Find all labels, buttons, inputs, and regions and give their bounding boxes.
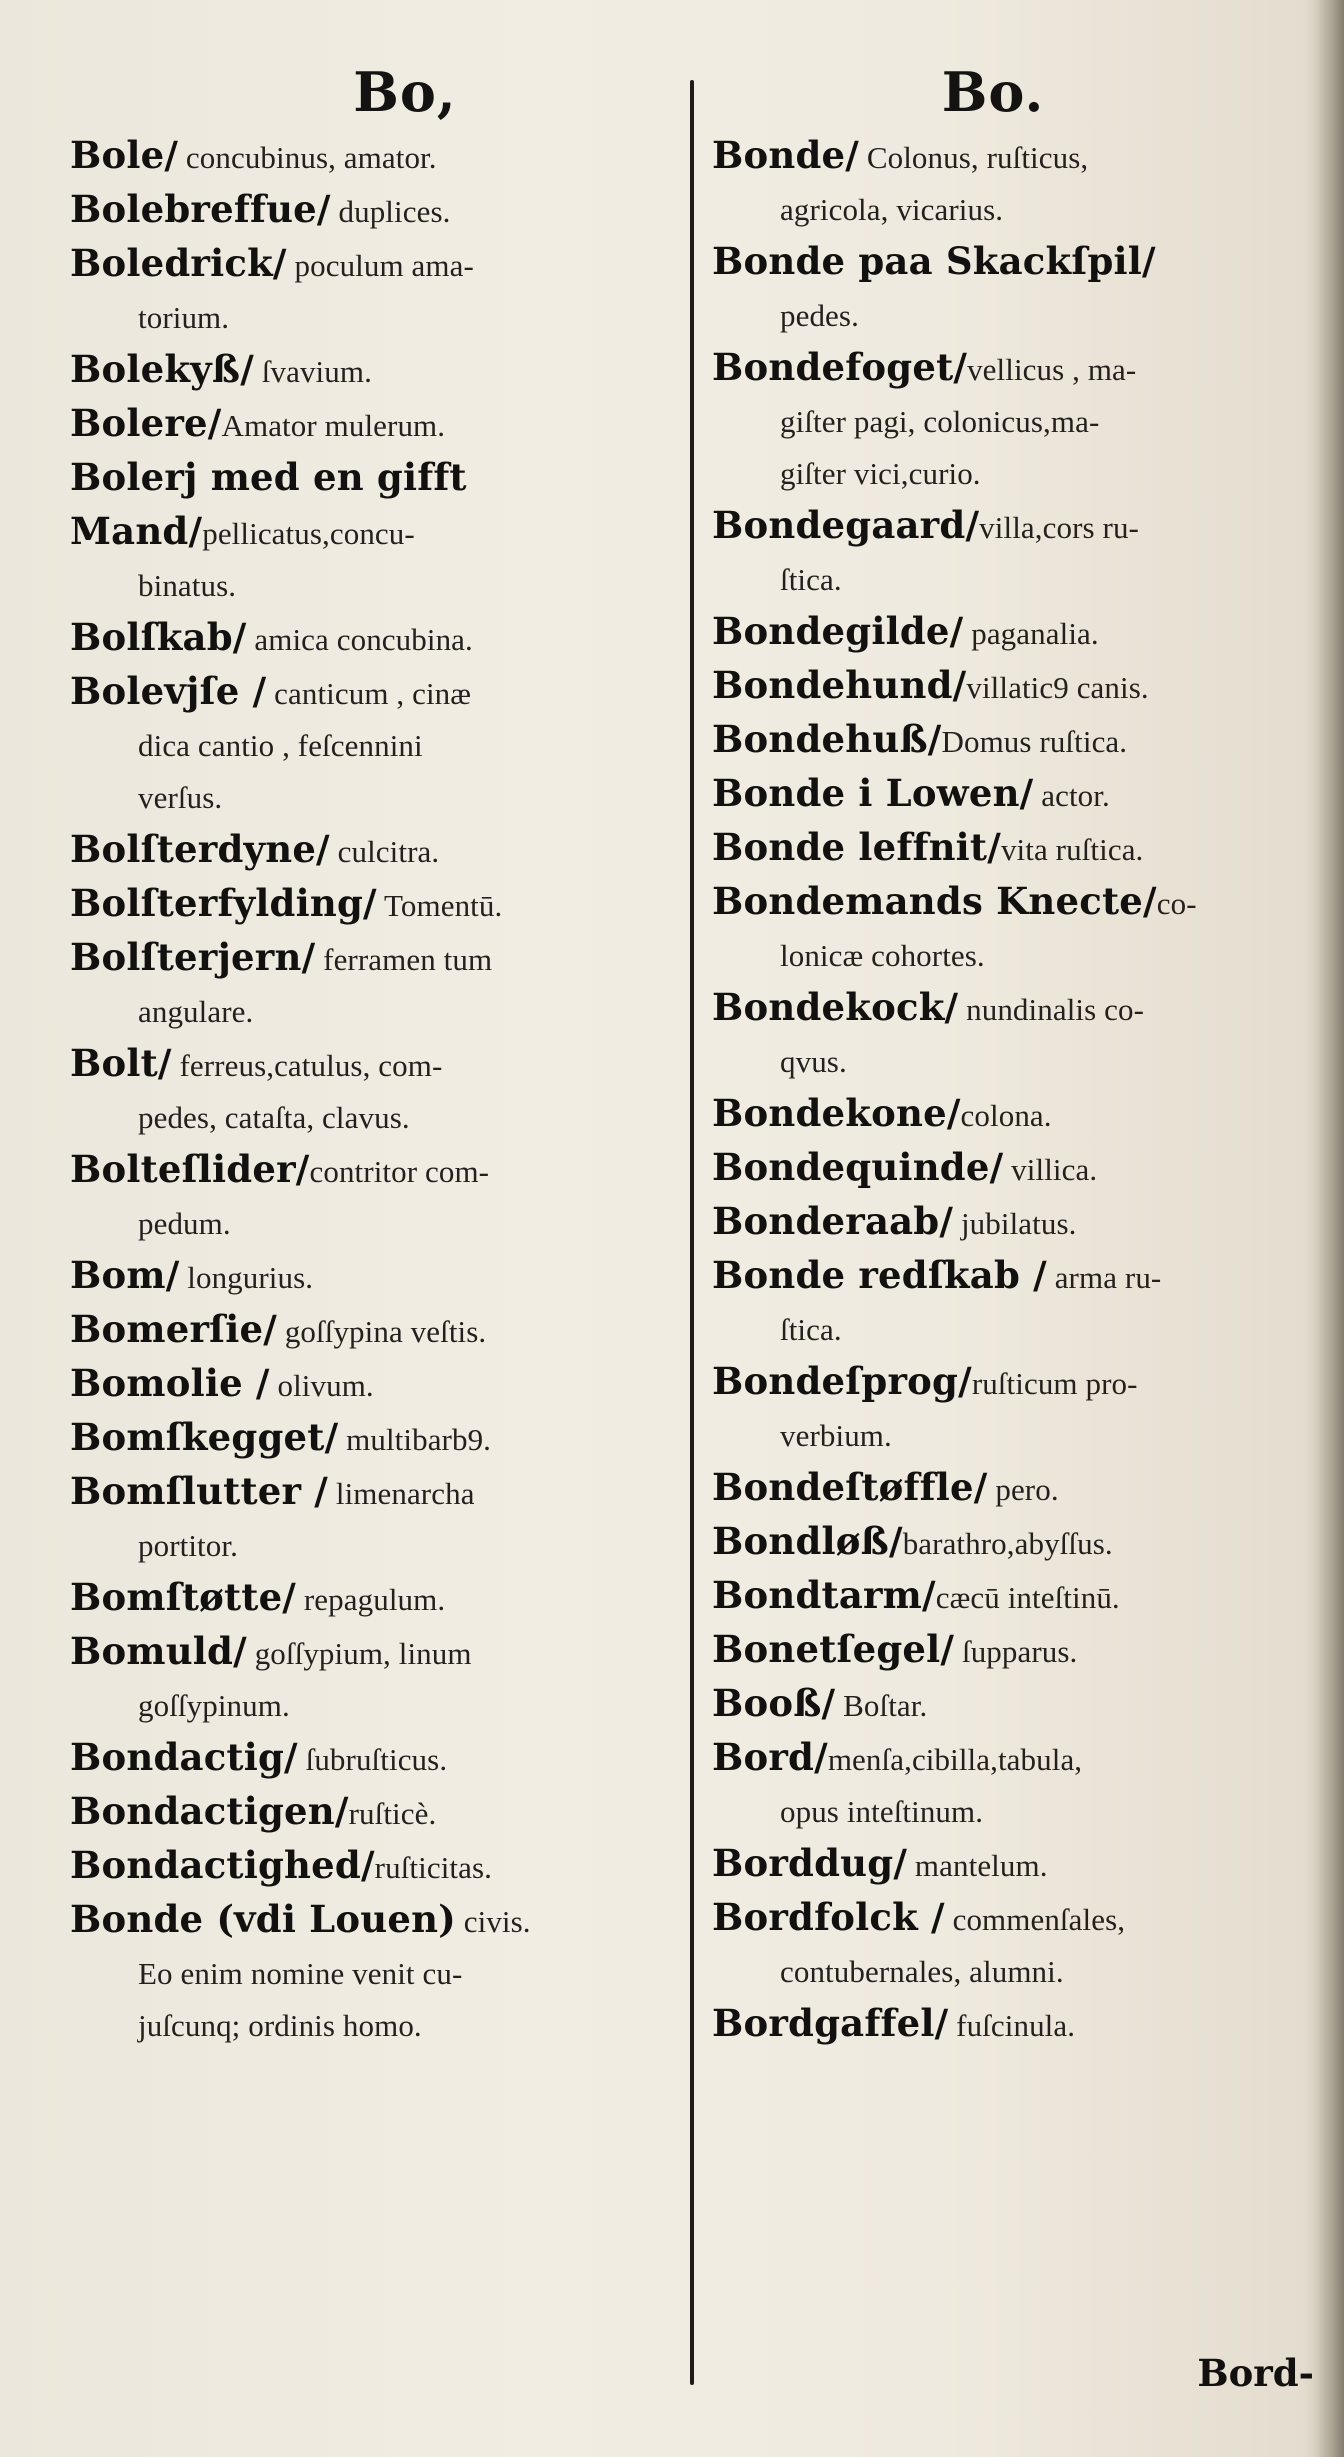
headword: Bonde paa Skackſpil/ [712,239,1156,283]
dictionary-entry [70,344,670,398]
definition: poculum ama- [286,248,474,283]
entry-line [70,1786,670,1840]
definition: olivum. [269,1368,374,1403]
definition: goſſypium, linum [246,1636,472,1671]
dictionary-entry [70,824,670,878]
definition: giſter vici,curio. [780,456,981,491]
headword: Bomolie / [70,1361,270,1405]
definition: Eo enim nomine venit cu- [138,1956,463,1991]
entry-line [70,1358,670,1412]
definition: arma ru- [1046,1260,1162,1295]
headword: Bolevjſe / [70,669,267,713]
definition: juſcunq; ordinis homo. [138,2008,422,2043]
dictionary-entry [712,1356,1324,1462]
definition: pellicatus,concu- [202,516,415,551]
definition: villatic9 canis. [966,670,1149,705]
dictionary-entry [712,1838,1324,1892]
entry-line [70,1680,670,1732]
definition: Tomentū. [376,888,503,923]
definition: portitor. [138,1528,238,1563]
entry-line [712,1570,1324,1624]
entry-line [712,500,1324,554]
definition: agricola, vicarius. [780,192,1004,227]
headword: Bondemands Knecte/ [712,879,1157,923]
dictionary-entry [70,1412,670,1466]
definition: colona. [960,1098,1052,1133]
definition: ferramen tum [315,942,493,977]
entry-line [70,720,670,772]
catchword: Bord- [1197,2351,1314,2395]
entry-line [712,130,1324,184]
definition: Amator mulerum. [221,408,446,443]
headword: Borddug/ [712,1841,908,1885]
definition: ſtica. [780,1312,842,1347]
definition: nundinalis co- [958,992,1145,1027]
entry-line [70,130,670,184]
headword: Bonde leffnit/ [712,825,1001,869]
dictionary-entry [712,660,1324,714]
entry-line [70,1412,670,1466]
headword: Bonderaab/ [712,1199,954,1243]
entry-line [712,1036,1324,1088]
entry-line [712,1624,1324,1678]
entry-line [712,342,1324,396]
entry-line [712,876,1324,930]
definition: jubilatus. [953,1206,1077,1241]
dictionary-entry [70,1304,670,1358]
definition: pedes, cataſta, clavus. [138,1100,410,1135]
entry-line [70,238,670,292]
definition: pedes. [780,298,859,333]
dictionary-entry [70,238,670,344]
definition: co- [1156,886,1197,921]
headword: Bolere/ [70,401,222,445]
definition: lonicæ cohortes. [780,938,985,973]
definition: multibarb9. [338,1422,492,1457]
dictionary-entry [712,1678,1324,1732]
definition: dica cantio , feſcennini [138,728,423,763]
definition: villica. [1003,1152,1098,1187]
dictionary-entry [70,1894,670,2052]
dictionary-entry [712,1624,1324,1678]
definition: vita ruſtica. [1000,832,1144,867]
definition: repagulum. [296,1582,446,1617]
entry-line [712,1142,1324,1196]
entry-line [712,768,1324,822]
headword: Bolt/ [70,1041,172,1085]
entry-line [70,398,670,452]
entry-line [712,982,1324,1036]
definition: ſvavium. [253,354,372,389]
dictionary-entry [70,452,670,612]
dictionary-entry [712,822,1324,876]
dictionary-entry [70,1038,670,1144]
dictionary-entry [70,130,670,184]
entry-line [70,1038,670,1092]
entry-line [712,1786,1324,1838]
headword: Bondehund/ [712,663,967,707]
entry-line [70,772,670,824]
entry-line [712,448,1324,500]
entry-line [70,184,670,238]
dictionary-entry [712,1462,1324,1516]
definition: barathro,abyſſus. [902,1526,1113,1561]
dictionary-entry [712,982,1324,1088]
entry-line [70,452,670,506]
definition: goſſypina veſtis. [276,1314,487,1349]
dictionary-entry [70,666,670,824]
entry-line [70,560,670,612]
headword: Bondehuß/ [712,717,942,761]
entry-line [712,1356,1324,1410]
headword: Bonde i Lowen/ [712,771,1034,815]
entry-line [712,660,1324,714]
headword: Bondtarm/ [712,1573,936,1617]
headword: Bolſterdyne/ [70,827,330,871]
dictionary-entry [70,1144,670,1250]
headword: Bolſkab/ [70,615,247,659]
definition: Boſtar. [835,1688,928,1723]
headword: Bondegaard/ [712,503,980,547]
definition: limenarcha [328,1476,475,1511]
headword: Bonetſegel/ [712,1627,955,1671]
headword: Bondactig/ [70,1735,298,1779]
entry-line [712,606,1324,660]
headword: Bondeſtøffle/ [712,1465,988,1509]
headword: Bomſlutter / [70,1469,328,1513]
entry-line [712,1516,1324,1570]
entry-line [70,666,670,720]
dictionary-entry [712,1998,1324,2052]
headword: Mand/ [70,509,203,553]
headword: Bordfolck / [712,1895,945,1939]
definition: amica concubina. [246,622,473,657]
definition: culcitra. [329,834,440,869]
left-entries [70,130,670,2052]
entry-line [70,986,670,1038]
definition: pero. [987,1472,1059,1507]
entry-line [712,396,1324,448]
definition: villa,cors ru- [979,510,1139,545]
entry-line [712,930,1324,982]
definition: contritor com- [309,1154,490,1189]
definition: opus inteſtinum. [780,1794,984,1829]
entry-line [70,1198,670,1250]
left-column-header: Bo, [353,60,457,124]
dictionary-entry [70,1466,670,1572]
entry-line [712,1998,1324,2052]
definition: paganalia. [963,616,1099,651]
definition: giſter pagi, colonicus,ma- [780,404,1100,439]
dictionary-entry [70,878,670,932]
definition: commenſales, [944,1902,1126,1937]
dictionary-entry [712,1570,1324,1624]
headword: Bonde redſkab / [712,1253,1047,1297]
entry-line [712,822,1324,876]
headword: Bolekyß/ [70,347,254,391]
headword: Bomuld/ [70,1629,247,1673]
dictionary-entry [712,1088,1324,1142]
definition: vellicus , ma- [967,352,1137,387]
definition: ſtica. [780,562,842,597]
entry-line [70,1144,670,1198]
dictionary-entry [70,1732,670,1786]
dictionary-entry [70,1250,670,1304]
headword: Bolebreffue/ [70,187,331,231]
definition: Domus ruſtica. [941,724,1128,759]
definition: ferreus,catulus, com- [171,1048,443,1083]
entry-line [70,612,670,666]
definition: ſupparus. [954,1634,1078,1669]
left-column [70,0,670,2052]
definition: cæcū inteſtinū. [935,1580,1120,1615]
definition: ruſticè. [348,1796,437,1831]
entry-line [712,1678,1324,1732]
headword: Bondegilde/ [712,609,964,653]
dictionary-entry [712,876,1324,982]
headword: Bolerj med en gifft [70,455,467,499]
definition: verſus. [138,780,223,815]
definition: Colonus, ruſticus, [858,140,1089,175]
definition: contubernales, alumni. [780,1954,1064,1989]
entry-line [70,1948,670,2000]
definition: civis. [455,1904,531,1939]
entry-line [70,1732,670,1786]
headword: Bomſkegget/ [70,1415,339,1459]
entry-line [712,714,1324,768]
headword: Bonde (vdi Louen) [70,1897,456,1941]
definition: angulare. [138,994,254,1029]
definition: qvus. [780,1044,847,1079]
entry-line [712,1088,1324,1142]
headword: Bom/ [70,1253,180,1297]
definition: pedum. [138,1206,231,1241]
entry-line [712,554,1324,606]
definition: ruſticitas. [374,1850,492,1885]
dictionary-entry [712,1892,1324,1998]
dictionary-entry [70,932,670,1038]
headword: Bord/ [712,1735,828,1779]
dictionary-entry [712,714,1324,768]
dictionary-entry [70,184,670,238]
dictionary-entry [712,606,1324,660]
headword: Bondequinde/ [712,1145,1004,1189]
entry-line [70,1304,670,1358]
entry-line [70,1092,670,1144]
entry-line [712,1250,1324,1304]
entry-line [712,184,1324,236]
dictionary-entry [712,1196,1324,1250]
dictionary-entry [70,398,670,452]
entry-line [712,1196,1324,1250]
definition: verbium. [780,1418,892,1453]
headword: Bondactighed/ [70,1843,375,1887]
definition: actor. [1033,778,1110,813]
entry-line [70,1626,670,1680]
headword: Bolſterfylding/ [70,881,377,925]
definition: fuſcinula. [948,2008,1076,2043]
definition: torium. [138,300,230,335]
headword: Bomerſie/ [70,1307,277,1351]
entry-line [712,1410,1324,1462]
dictionary-entry [712,1250,1324,1356]
definition: concubinus, amator. [178,140,437,175]
headword: Bolſterjern/ [70,935,316,979]
headword: Bole/ [70,133,179,177]
dictionary-entry [712,768,1324,822]
entry-line [70,1572,670,1626]
entry-line [70,2000,670,2052]
definition: duplices. [330,194,451,229]
dictionary-entry [70,612,670,666]
entry-line [70,506,670,560]
headword: Bonde/ [712,133,859,177]
definition: longurius. [179,1260,314,1295]
headword: Bondactigen/ [70,1789,349,1833]
dictionary-entry [712,1142,1324,1196]
dictionary-entry [712,500,1324,606]
dictionary-entry [712,130,1324,236]
dictionary-entry [70,1572,670,1626]
right-entries [712,130,1324,2052]
dictionary-entry [712,236,1324,342]
dictionary-entry [70,1626,670,1732]
entry-line [712,1304,1324,1356]
entry-line [712,1462,1324,1516]
entry-line [70,878,670,932]
dictionary-entry [70,1786,670,1840]
definition: ſubruſticus. [297,1742,448,1777]
headword: Bordgaffel/ [712,2001,949,2045]
headword: Bondekock/ [712,985,959,1029]
headword: Boledrick/ [70,241,287,285]
headword: Bondekone/ [712,1091,961,1135]
column-divider [690,80,694,2385]
entry-line [70,344,670,398]
dictionary-entry [712,342,1324,500]
definition: menſa,cibilla,tabula, [827,1742,1083,1777]
entry-line [712,1838,1324,1892]
entry-line [712,1946,1324,1998]
dictionary-entry [712,1516,1324,1570]
right-column [712,0,1324,2052]
definition: ruſticum pro- [971,1366,1138,1401]
headword: Booß/ [712,1681,836,1725]
entry-line [70,932,670,986]
headword: Bondløß/ [712,1519,903,1563]
entry-line [70,1250,670,1304]
headword: Bomſtøtte/ [70,1575,297,1619]
headword: Bolteſlider/ [70,1147,310,1191]
dictionary-entry [712,1732,1324,1838]
headword: Bondefoget/ [712,345,968,389]
definition: binatus. [138,568,237,603]
entry-line [712,1732,1324,1786]
entry-line [70,1466,670,1520]
right-column-header: Bo. [941,60,1045,124]
entry-line [712,1892,1324,1946]
entry-line [70,1894,670,1948]
entry-line [712,290,1324,342]
entry-line [712,236,1324,290]
definition: goſſypinum. [138,1688,290,1723]
entry-line [70,824,670,878]
entry-line [70,292,670,344]
headword: Bondeſprog/ [712,1359,972,1403]
dictionary-entry [70,1840,670,1894]
entry-line [70,1840,670,1894]
dictionary-entry [70,1358,670,1412]
definition: mantelum. [907,1848,1048,1883]
entry-line [70,1520,670,1572]
definition: canticum , cinæ [266,676,472,711]
